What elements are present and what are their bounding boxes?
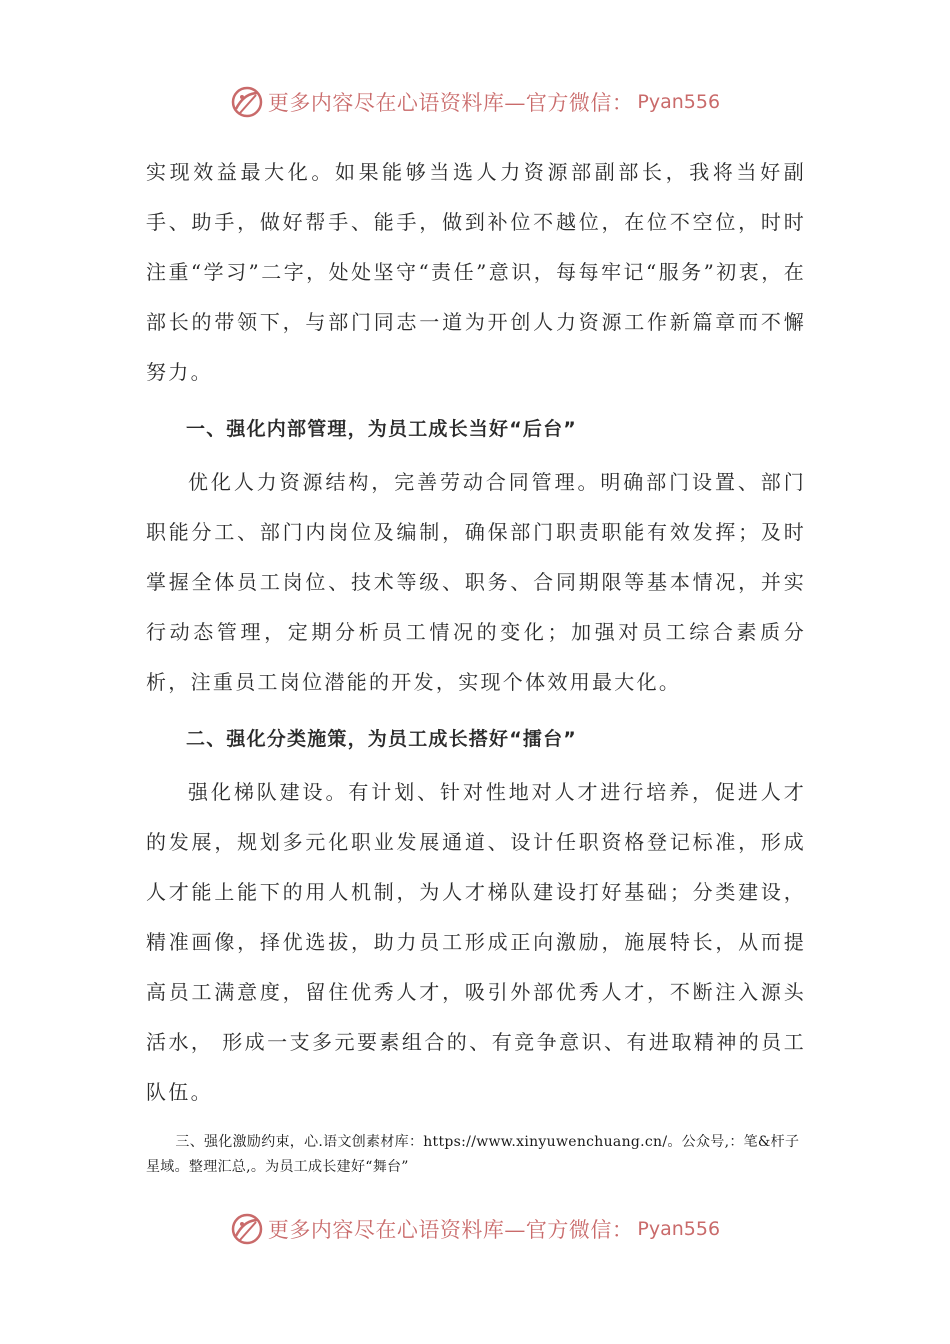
header-banner (0, 82, 950, 122)
banner-text: 更多内容尽在心语资料库—官方微信： (267, 1218, 634, 1242)
pen-logo-icon (230, 1212, 264, 1246)
banner-wechat-id: Pyan556 (637, 91, 721, 113)
banner-wechat-id: Pyan556 (637, 1218, 721, 1240)
document-body (146, 147, 806, 1117)
banner-text: 更多内容尽在心语资料库—官方微信： (267, 91, 634, 115)
section-2-paragraph: 强化梯队建设。有计划、针对性地对人才进行培养，促进人才的发展，规划多元化职业发展通道、设计任职资格登记标准，形成人才能上能下的用人机制，为人才梯队建设打好基础；分类建设，精准画像，择优选拔，助力员工形成正向激励，施展特长，从而提高员工满意度，留住优秀人才，吸引外部优秀人才，不断注入源头活水， 形成一支多元要素组合的、有竞争意识、有进取精神的员工队伍。 (146, 780, 806, 1104)
section-1-paragraph: 优化人力资源结构，完善劳动合同管理。明确部门设置、部门职能分工、部门内岗位及编制，确保部门职责职能有效发挥；及时掌握全体员工岗位、技术等级、职务、合同期限等基本情况，并实行动态管理，定期分析员工情况的变化；加强对员工综合素质分析，注重员工岗位潜能的开发，实现个体效用最大化。 (146, 470, 806, 694)
intro-paragraph: 实现效益最大化。如果能够当选人力资源部副部长，我将当好副手、助手，做好帮手、能手，做到补位不越位，在位不空位，时时注重“学习”二字，处处坚守“责任”意识，每每牢记“服务”初衷，在部长的带领下，与部门同志一道为开创人力资源工作新篇章而不懈努力。 (146, 160, 806, 384)
footer-banner (0, 1209, 950, 1249)
section-3-note: 三、强化激励约束，心.语文创素材库：https://www.xinyuwenchuang.cn/。公众号,：笔&杆子星域。整理汇总,。为员工成长建好“舞台” (146, 1134, 800, 1175)
pen-logo-icon (230, 85, 264, 119)
section-heading-1: 一、强化内部管理，为员工成长当好“后台” (186, 418, 577, 440)
section-heading-2: 二、强化分类施策，为员工成长搭好“擂台” (186, 728, 577, 750)
